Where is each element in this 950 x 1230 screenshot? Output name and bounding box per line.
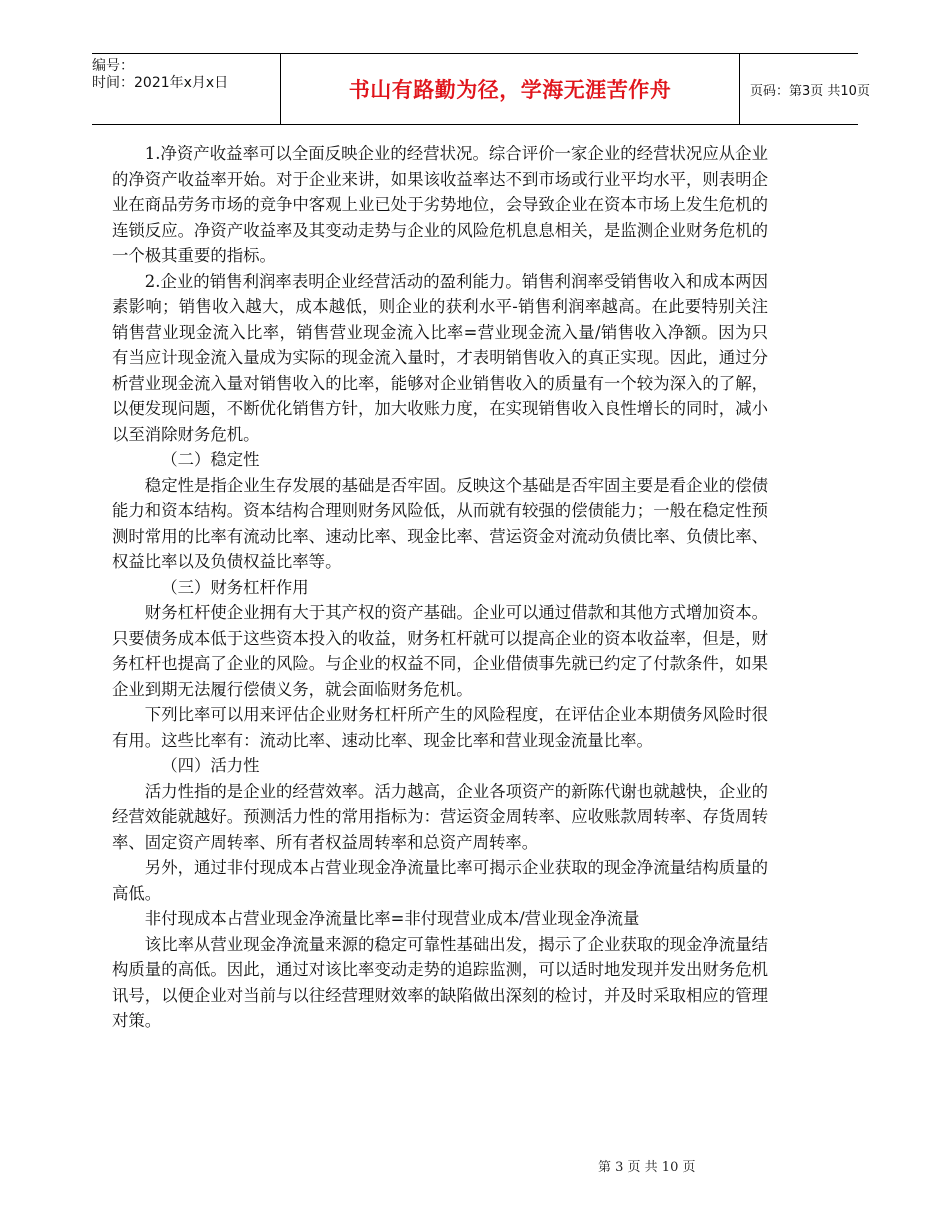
header-motto: 书山有路勤为径，学海无涯苦作舟 [348,78,672,102]
header-page-cell [738,54,870,124]
page-footer: 第 3 页 共 10 页 [598,1160,696,1175]
formula-line: 非付现成本占营业现金净流量比率=非付现营业成本/营业现金净流量 [144,909,640,928]
paragraph: 1.净资产收益率可以全面反映企业的经营状况。综合评价一家企业的经营状况应从企业的净资产收益率开始。对于企业来讲，如果该收益率达不到市场或行业平均水平，则表明企业在商品劳务市场的竞争中客观上业已处于劣势地位，会导致企业在资本市场上发生危机的连锁反应。净资产收益率及其变动走势与企业的风险危机息息相关，是监测企业财务危机的一个极其重要的指标。 [112,144,768,265]
header-meta [92,54,280,128]
paragraph: 该比率从营业现金净流量来源的稳定可靠性基础出发，揭示了企业获取的现金净流量结构质量的高低。因此，通过对该比率变动走势的追踪监测，可以适时地发现并发出财务危机讯号，以便企业对当前与以往经营理财效率的缺陷做出深刻的检讨，并及时采取相应的管理对策。 [112,934,768,1030]
header-page-number: 页码：第3页 共10页 [750,83,870,99]
header-motto-cell [280,54,740,124]
section-heading: （二）稳定性 [161,450,260,469]
paragraph: 下列比率可以用来评估企业财务杠杆所产生的风险程度，在评估企业本期债务风险时很有用。这些比率有：流动比率、速动比率、现金比率和营业现金流量比率。 [112,705,768,750]
document-body [112,141,768,1034]
document-time-label: 时间：2021年x月x日 [92,75,229,91]
paragraph: 财务杠杆使企业拥有大于其产权的资产基础。企业可以通过借款和其他方式增加资本。只要债务成本低于这些资本投入的收益，财务杠杆就可以提高企业的资本收益率，但是，财务杠杆也提高了企业的风险。与企业的权益不同，企业借债事先就已约定了付款条件，如果企业到期无法履行偿债义务，就会面临财务危机。 [112,603,768,699]
paragraph: 另外，通过非付现成本占营业现金净流量比率可揭示企业获取的现金净流量结构质量的高低。 [112,858,768,903]
page-header [92,53,870,125]
document-number-label: 编号： [92,58,134,74]
paragraph: 稳定性是指企业生存发展的基础是否牢固。反映这个基础是否牢固主要是看企业的偿债能力和资本结构。资本结构合理则财务风险低，从而就有较强的偿债能力；一般在稳定性预测时常用的比率有流动比率、速动比率、现金比率、营运资金对流动负债比率、负债比率、权益比率以及负债权益比率等。 [112,475,768,571]
paragraph: 活力性指的是企业的经营效率。活力越高，企业各项资产的新陈代谢也就越快，企业的经营效能就越好。预测活力性的常用指标为：营运资金周转率、应收账款周转率、存货周转率、固定资产周转率、所有者权益周转率和总资产周转率。 [112,781,768,852]
section-heading: （四）活力性 [161,756,260,775]
paragraph: 2.企业的销售利润率表明企业经营活动的盈利能力。销售利润率受销售收入和成本两因素影响；销售收入越大，成本越低，则企业的获利水平-销售利润率越高。在此要特别关注销售营业现金流入比率，销售营业现金流入比率=营业现金流入量/销售收入净额。因为只有当应计现金流入量成为实际的现金流入量时，才表明销售收入的真正实现。因此，通过分析营业现金流入量对销售收入的比率，能够对企业销售收入的质量有一个较为深入的了解，以便发现问题，不断优化销售方针，加大收账力度，在实现销售收入良性增长的同时，减小以至消除财务危机。 [112,271,768,444]
section-heading: （三）财务杠杆作用 [161,577,309,597]
